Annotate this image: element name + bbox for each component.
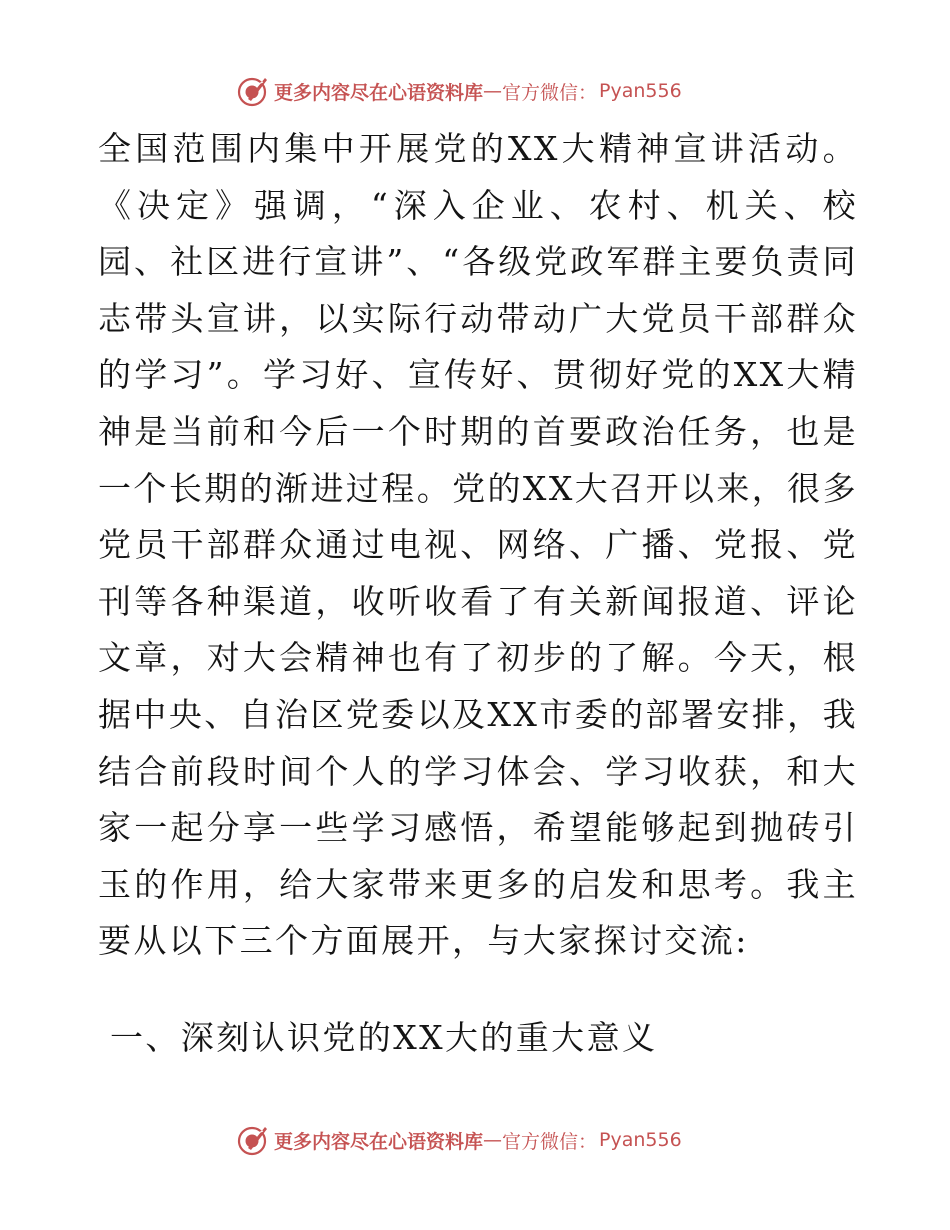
watermark-wechat-id: Pyan556 [599,1129,682,1151]
watermark-wechat-id: Pyan556 [599,80,682,102]
watermark-brand: 更多内容尽在心语资料库 [274,81,484,104]
watermark-header [236,74,682,108]
feather-pen-seal-icon [236,74,270,108]
feather-pen-seal-icon [236,1123,270,1157]
section-heading: 一、深刻认识党的XX大的重大意义 [110,1018,658,1057]
document-body [98,121,858,970]
watermark-footer [236,1123,682,1157]
body-paragraph: 全国范围内集中开展党的XX大精神宣讲活动。《决定》强调，“深入企业、农村、机关、校园、社区进行宣讲”、“各级党政军群主要负责同志带头宣讲，以实际行动带动广大党员干部群众的学习”。学习好、宣传好、贯彻好党的XX大精神是当前和今后一个时期的首要政治任务，也是一个长期的渐进过程。党的XX大召开以来，很多党员干部群众通过电视、网络、广播、党报、党刊等各种渠道，收听收看了有关新闻报道、评论文章，对大会精神也有了初步的了解。今天，根据中央、自治区党委以及XX市委的部署安排，我结合前段时间个人的学习体会、学习收获，和大家一起分享一些学习感悟，希望能够起到抛砖引玉的作用，给大家带来更多的启发和思考。我主要从以下三个方面展开，与大家探讨交流: [98,129,858,961]
watermark-brand: 更多内容尽在心语资料库 [274,1130,484,1153]
watermark-wechat-label: 官方微信： [502,1130,598,1153]
watermark-dash: — [483,80,503,102]
watermark-dash: — [483,1129,503,1151]
watermark-wechat-label: 官方微信： [502,81,598,104]
